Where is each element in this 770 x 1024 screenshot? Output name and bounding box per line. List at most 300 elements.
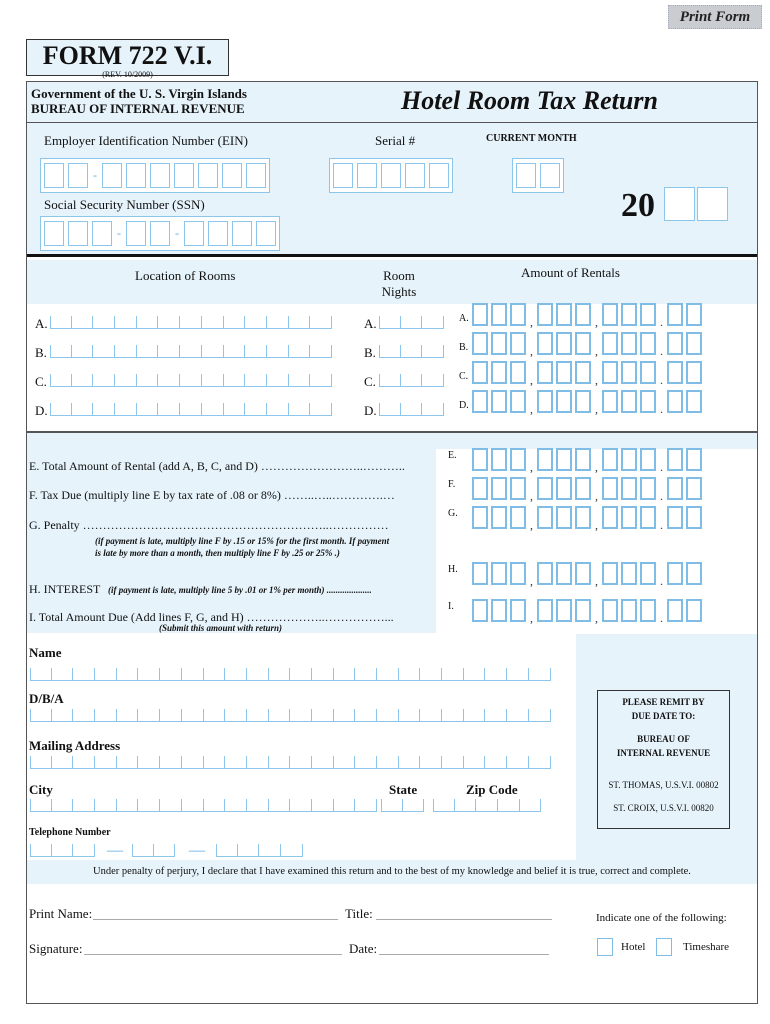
digit-box[interactable] (150, 221, 170, 246)
char-cell[interactable] (160, 756, 182, 768)
digit-box[interactable] (686, 477, 702, 500)
char-cell[interactable] (225, 756, 247, 768)
char-cell[interactable] (355, 709, 377, 721)
digit-box[interactable] (556, 506, 572, 529)
char-cell[interactable] (117, 709, 139, 721)
char-cell[interactable] (422, 374, 444, 386)
digit-box[interactable] (491, 332, 507, 355)
digit-box[interactable] (429, 163, 449, 188)
char-cell[interactable] (50, 345, 72, 357)
digit-box[interactable] (575, 332, 591, 355)
char-cell[interactable] (224, 316, 246, 328)
char-cell[interactable] (401, 374, 423, 386)
digit-box[interactable] (472, 332, 488, 355)
digit-box[interactable] (621, 599, 637, 622)
room-nights-input[interactable] (379, 403, 444, 416)
char-cell[interactable] (158, 345, 180, 357)
char-cell[interactable] (95, 756, 117, 768)
char-cell[interactable] (310, 374, 332, 386)
digit-box[interactable] (510, 448, 526, 471)
digit-box[interactable] (537, 448, 553, 471)
char-cell[interactable] (202, 345, 224, 357)
char-cell[interactable] (403, 799, 425, 811)
digit-box[interactable] (621, 477, 637, 500)
char-cell[interactable] (93, 345, 115, 357)
city-input[interactable] (30, 799, 377, 812)
char-cell[interactable] (442, 756, 464, 768)
char-cell[interactable] (115, 403, 137, 415)
year-digit-input[interactable] (697, 187, 728, 221)
signature-field[interactable] (84, 954, 342, 955)
digit-box[interactable] (686, 562, 702, 585)
digit-box[interactable] (510, 477, 526, 500)
char-cell[interactable] (464, 709, 486, 721)
char-cell[interactable] (269, 668, 291, 680)
char-cell[interactable] (245, 316, 267, 328)
digit-box[interactable] (621, 361, 637, 384)
digit-box[interactable] (621, 390, 637, 413)
char-cell[interactable] (381, 799, 403, 811)
char-cell[interactable] (377, 668, 399, 680)
digit-box[interactable] (92, 221, 112, 246)
char-cell[interactable] (377, 756, 399, 768)
digit-box[interactable] (667, 332, 683, 355)
digit-box[interactable] (556, 477, 572, 500)
char-cell[interactable] (132, 844, 154, 856)
digit-box[interactable] (667, 599, 683, 622)
char-cell[interactable] (180, 345, 202, 357)
char-cell[interactable] (310, 316, 332, 328)
print-form-button[interactable]: Print Form (668, 5, 762, 29)
digit-box[interactable] (472, 448, 488, 471)
year-digit-input[interactable] (664, 187, 695, 221)
char-cell[interactable] (160, 668, 182, 680)
char-cell[interactable] (182, 756, 204, 768)
char-cell[interactable] (289, 316, 311, 328)
char-cell[interactable] (290, 799, 312, 811)
char-cell[interactable] (355, 799, 377, 811)
dba-input[interactable] (30, 709, 551, 722)
room-nights-input[interactable] (379, 345, 444, 358)
digit-box[interactable] (667, 477, 683, 500)
digit-box[interactable] (174, 163, 194, 188)
char-cell[interactable] (93, 316, 115, 328)
char-cell[interactable] (420, 709, 442, 721)
char-cell[interactable] (529, 709, 551, 721)
char-cell[interactable] (485, 756, 507, 768)
digit-box[interactable] (602, 390, 618, 413)
location-input[interactable] (50, 374, 332, 387)
digit-box[interactable] (575, 506, 591, 529)
digit-box[interactable] (537, 477, 553, 500)
digit-box[interactable] (556, 361, 572, 384)
total-amount-input[interactable] (472, 506, 702, 532)
char-cell[interactable] (72, 345, 94, 357)
char-cell[interactable] (281, 844, 303, 856)
char-cell[interactable] (247, 756, 269, 768)
char-cell[interactable] (204, 668, 226, 680)
char-cell[interactable] (225, 799, 247, 811)
digit-box[interactable] (556, 390, 572, 413)
digit-box[interactable] (491, 390, 507, 413)
digit-box[interactable] (556, 448, 572, 471)
char-cell[interactable] (73, 756, 95, 768)
room-nights-input[interactable] (379, 316, 444, 329)
digit-box[interactable] (686, 448, 702, 471)
digit-box[interactable] (640, 562, 656, 585)
digit-box[interactable] (537, 562, 553, 585)
char-cell[interactable] (117, 668, 139, 680)
digit-box[interactable] (232, 221, 252, 246)
char-cell[interactable] (420, 668, 442, 680)
digit-box[interactable] (621, 303, 637, 326)
digit-box[interactable] (126, 163, 146, 188)
digit-box[interactable] (575, 477, 591, 500)
digit-box[interactable] (198, 163, 218, 188)
digit-box[interactable] (472, 477, 488, 500)
digit-box[interactable] (556, 332, 572, 355)
digit-box[interactable] (540, 163, 560, 188)
char-cell[interactable] (202, 316, 224, 328)
digit-box[interactable] (537, 332, 553, 355)
digit-box[interactable] (208, 221, 228, 246)
digit-box[interactable] (44, 221, 64, 246)
char-cell[interactable] (115, 374, 137, 386)
digit-box[interactable] (472, 506, 488, 529)
char-cell[interactable] (224, 345, 246, 357)
digit-box[interactable] (222, 163, 242, 188)
char-cell[interactable] (225, 668, 247, 680)
digit-box[interactable] (510, 303, 526, 326)
char-cell[interactable] (399, 709, 421, 721)
location-input[interactable] (50, 316, 332, 329)
digit-box[interactable] (510, 390, 526, 413)
char-cell[interactable] (137, 316, 159, 328)
char-cell[interactable] (224, 374, 246, 386)
char-cell[interactable] (377, 709, 399, 721)
digit-box[interactable] (537, 506, 553, 529)
digit-box[interactable] (126, 221, 146, 246)
digit-box[interactable] (516, 163, 536, 188)
phone-line-input[interactable] (216, 844, 303, 857)
char-cell[interactable] (52, 756, 74, 768)
char-cell[interactable] (204, 709, 226, 721)
amount-input[interactable] (472, 361, 702, 387)
total-amount-input[interactable] (472, 477, 702, 503)
char-cell[interactable] (334, 668, 356, 680)
digit-box[interactable] (667, 448, 683, 471)
digit-box[interactable] (472, 599, 488, 622)
char-cell[interactable] (247, 709, 269, 721)
location-input[interactable] (50, 345, 332, 358)
char-cell[interactable] (95, 668, 117, 680)
digit-box[interactable] (575, 448, 591, 471)
char-cell[interactable] (158, 374, 180, 386)
digit-box[interactable] (686, 506, 702, 529)
digit-box[interactable] (667, 361, 683, 384)
digit-box[interactable] (640, 303, 656, 326)
location-input[interactable] (50, 403, 332, 416)
digit-box[interactable] (556, 562, 572, 585)
digit-box[interactable] (537, 361, 553, 384)
char-cell[interactable] (245, 403, 267, 415)
char-cell[interactable] (507, 709, 529, 721)
char-cell[interactable] (30, 709, 52, 721)
char-cell[interactable] (50, 316, 72, 328)
char-cell[interactable] (115, 345, 137, 357)
char-cell[interactable] (202, 403, 224, 415)
char-cell[interactable] (267, 374, 289, 386)
char-cell[interactable] (72, 316, 94, 328)
digit-box[interactable] (68, 163, 88, 188)
char-cell[interactable] (50, 403, 72, 415)
char-cell[interactable] (401, 403, 423, 415)
digit-box[interactable] (686, 303, 702, 326)
char-cell[interactable] (182, 799, 204, 811)
amount-input[interactable] (472, 332, 702, 358)
digit-box[interactable] (68, 221, 88, 246)
char-cell[interactable] (224, 403, 246, 415)
digit-box[interactable] (246, 163, 266, 188)
char-cell[interactable] (289, 345, 311, 357)
char-cell[interactable] (290, 709, 312, 721)
char-cell[interactable] (95, 709, 117, 721)
char-cell[interactable] (485, 709, 507, 721)
char-cell[interactable] (180, 403, 202, 415)
char-cell[interactable] (290, 756, 312, 768)
digit-box[interactable] (150, 163, 170, 188)
char-cell[interactable] (73, 799, 95, 811)
char-cell[interactable] (95, 799, 117, 811)
char-cell[interactable] (269, 756, 291, 768)
digit-box[interactable] (472, 390, 488, 413)
phone-area-input[interactable] (30, 844, 95, 857)
digit-box[interactable] (575, 390, 591, 413)
char-cell[interactable] (52, 668, 74, 680)
room-nights-input[interactable] (379, 374, 444, 387)
digit-box[interactable] (575, 303, 591, 326)
digit-box[interactable] (405, 163, 425, 188)
char-cell[interactable] (204, 799, 226, 811)
char-cell[interactable] (138, 756, 160, 768)
char-cell[interactable] (310, 403, 332, 415)
digit-box[interactable] (686, 332, 702, 355)
digit-box[interactable] (357, 163, 377, 188)
char-cell[interactable] (379, 374, 401, 386)
total-amount-input[interactable] (472, 448, 702, 474)
char-cell[interactable] (158, 316, 180, 328)
digit-box[interactable] (44, 163, 64, 188)
hotel-checkbox[interactable] (597, 938, 613, 956)
char-cell[interactable] (399, 756, 421, 768)
char-cell[interactable] (72, 374, 94, 386)
char-cell[interactable] (267, 345, 289, 357)
char-cell[interactable] (334, 799, 356, 811)
char-cell[interactable] (476, 799, 498, 811)
digit-box[interactable] (510, 599, 526, 622)
char-cell[interactable] (158, 403, 180, 415)
char-cell[interactable] (117, 756, 139, 768)
digit-box[interactable] (491, 477, 507, 500)
digit-box[interactable] (686, 361, 702, 384)
digit-box[interactable] (575, 562, 591, 585)
digit-box[interactable] (256, 221, 276, 246)
digit-box[interactable] (491, 562, 507, 585)
char-cell[interactable] (312, 756, 334, 768)
char-cell[interactable] (160, 799, 182, 811)
digit-box[interactable] (686, 599, 702, 622)
char-cell[interactable] (312, 709, 334, 721)
digit-box[interactable] (667, 562, 683, 585)
char-cell[interactable] (73, 844, 95, 856)
char-cell[interactable] (267, 403, 289, 415)
digit-box[interactable] (640, 390, 656, 413)
char-cell[interactable] (204, 756, 226, 768)
char-cell[interactable] (216, 844, 238, 856)
char-cell[interactable] (73, 709, 95, 721)
char-cell[interactable] (289, 374, 311, 386)
char-cell[interactable] (269, 799, 291, 811)
digit-box[interactable] (575, 599, 591, 622)
state-input[interactable] (381, 799, 424, 812)
digit-box[interactable] (667, 390, 683, 413)
char-cell[interactable] (312, 668, 334, 680)
total-amount-input[interactable] (472, 599, 702, 625)
digit-box[interactable] (491, 506, 507, 529)
char-cell[interactable] (180, 316, 202, 328)
char-cell[interactable] (422, 316, 444, 328)
char-cell[interactable] (507, 668, 529, 680)
char-cell[interactable] (182, 709, 204, 721)
digit-box[interactable] (510, 332, 526, 355)
ssn-input[interactable] (40, 216, 280, 251)
digit-box[interactable] (621, 562, 637, 585)
digit-box[interactable] (381, 163, 401, 188)
char-cell[interactable] (137, 374, 159, 386)
digit-box[interactable] (491, 303, 507, 326)
char-cell[interactable] (267, 316, 289, 328)
month-input[interactable] (512, 158, 564, 193)
char-cell[interactable] (485, 668, 507, 680)
char-cell[interactable] (238, 844, 260, 856)
digit-box[interactable] (491, 599, 507, 622)
char-cell[interactable] (160, 709, 182, 721)
digit-box[interactable] (575, 361, 591, 384)
char-cell[interactable] (138, 799, 160, 811)
address-input[interactable] (30, 756, 551, 769)
zip-input[interactable] (433, 799, 541, 812)
digit-box[interactable] (621, 332, 637, 355)
digit-box[interactable] (472, 361, 488, 384)
digit-box[interactable] (510, 506, 526, 529)
digit-box[interactable] (491, 448, 507, 471)
char-cell[interactable] (115, 316, 137, 328)
digit-box[interactable] (602, 477, 618, 500)
digit-box[interactable] (640, 361, 656, 384)
char-cell[interactable] (401, 316, 423, 328)
digit-box[interactable] (640, 506, 656, 529)
digit-box[interactable] (602, 303, 618, 326)
digit-box[interactable] (686, 390, 702, 413)
char-cell[interactable] (269, 709, 291, 721)
char-cell[interactable] (137, 403, 159, 415)
digit-box[interactable] (537, 599, 553, 622)
digit-box[interactable] (667, 506, 683, 529)
char-cell[interactable] (137, 345, 159, 357)
char-cell[interactable] (225, 709, 247, 721)
char-cell[interactable] (529, 668, 551, 680)
digit-box[interactable] (510, 562, 526, 585)
amount-input[interactable] (472, 390, 702, 416)
char-cell[interactable] (154, 844, 176, 856)
digit-box[interactable] (640, 477, 656, 500)
digit-box[interactable] (472, 303, 488, 326)
char-cell[interactable] (289, 403, 311, 415)
char-cell[interactable] (259, 844, 281, 856)
char-cell[interactable] (355, 668, 377, 680)
char-cell[interactable] (433, 799, 455, 811)
digit-box[interactable] (640, 599, 656, 622)
print-name-field[interactable] (93, 919, 338, 920)
char-cell[interactable] (334, 756, 356, 768)
char-cell[interactable] (401, 345, 423, 357)
digit-box[interactable] (602, 332, 618, 355)
title-field[interactable] (376, 919, 552, 920)
char-cell[interactable] (442, 668, 464, 680)
char-cell[interactable] (420, 756, 442, 768)
digit-box[interactable] (510, 361, 526, 384)
phone-prefix-input[interactable] (132, 844, 175, 857)
digit-box[interactable] (556, 303, 572, 326)
char-cell[interactable] (334, 709, 356, 721)
char-cell[interactable] (180, 374, 202, 386)
digit-box[interactable] (640, 448, 656, 471)
char-cell[interactable] (30, 756, 52, 768)
char-cell[interactable] (202, 374, 224, 386)
char-cell[interactable] (464, 668, 486, 680)
char-cell[interactable] (50, 374, 72, 386)
char-cell[interactable] (52, 799, 74, 811)
char-cell[interactable] (245, 374, 267, 386)
digit-box[interactable] (602, 361, 618, 384)
timeshare-checkbox[interactable] (656, 938, 672, 956)
digit-box[interactable] (621, 448, 637, 471)
digit-box[interactable] (602, 562, 618, 585)
char-cell[interactable] (399, 668, 421, 680)
char-cell[interactable] (498, 799, 520, 811)
char-cell[interactable] (355, 756, 377, 768)
char-cell[interactable] (247, 668, 269, 680)
char-cell[interactable] (310, 345, 332, 357)
char-cell[interactable] (507, 756, 529, 768)
char-cell[interactable] (73, 668, 95, 680)
digit-box[interactable] (184, 221, 204, 246)
total-amount-input[interactable] (472, 562, 702, 588)
char-cell[interactable] (52, 709, 74, 721)
serial-input[interactable] (329, 158, 453, 193)
digit-box[interactable] (602, 599, 618, 622)
date-field[interactable] (379, 954, 549, 955)
name-input[interactable] (30, 668, 551, 681)
digit-box[interactable] (621, 506, 637, 529)
char-cell[interactable] (117, 799, 139, 811)
ein-input[interactable] (40, 158, 270, 193)
char-cell[interactable] (422, 345, 444, 357)
digit-box[interactable] (602, 448, 618, 471)
char-cell[interactable] (312, 799, 334, 811)
amount-input[interactable] (472, 303, 702, 329)
char-cell[interactable] (455, 799, 477, 811)
